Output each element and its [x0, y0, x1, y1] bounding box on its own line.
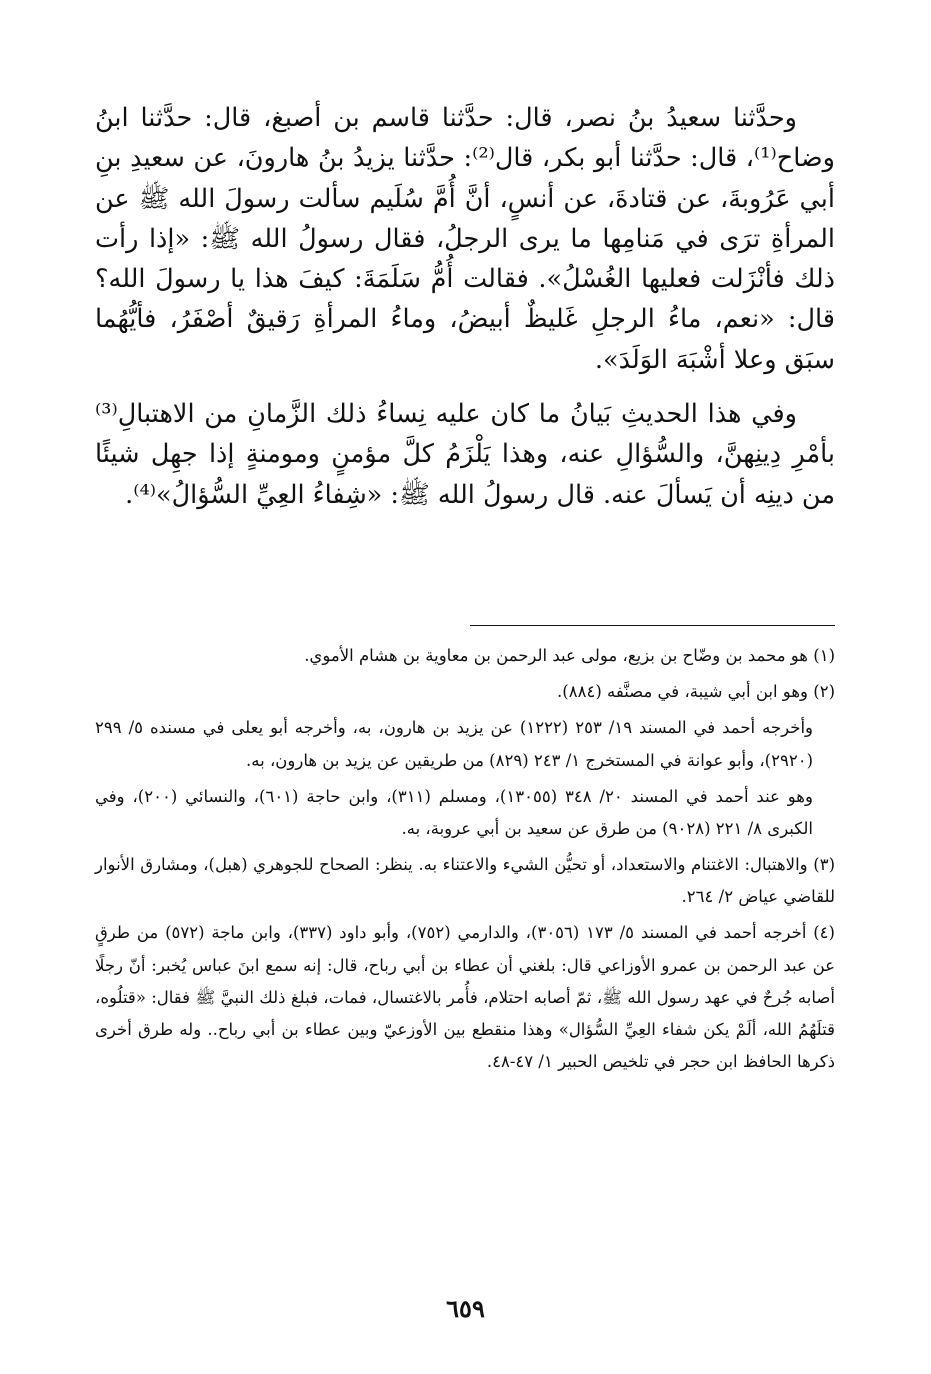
footnote-2: (٢) وهو ابن أبي شيبة، في مصنَّفه (٨٨٤). [557, 682, 835, 702]
paragraph-2: وفي هذا الحديثِ بَيانُ ما كان عليه نِساءُ ذلك الزَّمانِ من الاهتبالِ⁽³⁾ بأمْرِ دِينِهنَّ، والسُّؤالِ عنه، وهذا يَلْزَمُ كلَّ مؤمنٍ ومومنةٍ إذا جهِل شيئًا من دينِه أن يَسألَ عنه. قال رسولُ الله ﷺ: «شِفاءُ العِيِّ السُّؤالُ»⁽⁴⁾. [95, 398, 835, 510]
footnote-4: (٤) أخرجه أحمد في المسند ٥/ ١٧٣ (٣٠٥٦)، والدارمي (٧٥٢)، وأبو داود (٣٣٧)، وابن ماجة (٥٧٢) من طرقٍ عن عبد الرحمن بن عمرو الأوزاعي قال: بلغني أن عطاء بن أبي رباح، قال: إنه سمع ابنَ عباس يُخبر: أنّ رجلًا أصابه جُرحٌ في عهد رسول الله ﷺ، ثمّ أصابه احتلام، فأُمر بالاغتسال، فمات، فبلغ ذلك النبيَّ ﷺ فقال: «قتلُوه، قتلَهُمُ الله، ألَمْ يكن شفاء العِيِّ السُّؤال» وهذا منقطع بين الأوزعيّ وبين عطاء بن أبي رباح.. وله طرق أخرى ذكرها الحافظ ابن حجر في تلخيص الحبير ١/ ٤٧-٤٨. [95, 923, 835, 1072]
main-text-block [95, 98, 835, 515]
footnote-divider [470, 625, 835, 626]
footnote-2-detail-1: وأخرجه أحمد في المسند ١٩/ ٢٥٣ (١٢٢٢) عن يزيد بن هارون، به، وأخرجه أبو يعلى في مسنده ٥/ ٢٩٩ (٢٩٢٠)، وأبو عوانة في المستخرج ١/ ٢٤٣ (٨٢٩) من طريقين عن يزيد بن هارون، به. [95, 718, 813, 770]
footnotes [95, 640, 835, 1082]
footnote-1: (١) هو محمد بن وضّاح بن بزيع، مولى عبد الرحمن بن معاوية بن هشام الأموي. [304, 646, 835, 665]
page-number: ٦٥٩ [446, 1294, 485, 1323]
footnote-2-detail-2: وهو عند أحمد في المسند ٢٠/ ٣٤٨ (١٣٠٥٥)، ومسلم (٣١١)، وابن حاجة (٦٠١)، والنسائي (٢٠٠)، وفي الكبرى ٨/ ٢٢١ (٩٠٢٨) من طرق عن سعيد بن أبي عروبة، به. [95, 786, 813, 838]
paragraph-1: وحدَّثنا سعيدُ بنُ نصر، قال: حدَّثنا قاسم بن أصبغ، قال: حدَّثنا ابنُ وضاح⁽¹⁾، قال: حدَّثنا أبو بكر، قال⁽²⁾: حدَّثنا يزيدُ بنُ هارونَ، عن سعيدِ بنِ أبي عَرُوبةَ، عن قتادةَ، عن أنسٍ، أنَّ أُمَّ سُلَيم سألت رسولَ الله ﷺ عن المرأةِ ترَى في مَنامِها ما يرى الرجلُ، فقال رسولُ الله ﷺ: «إذا رأت ذلك فأنْزَلت فعليها الغُسْلُ». فقالت أُمُّ سَلَمَةَ: كيفَ هذا يا رسولَ الله؟ قال: «نعم، ماءُ الرجلِ غَليظٌ أبيضُ، وماءُ المرأةِ رَقيقٌ أصْفَرُ، فأيُّهُما سبَق وعلا أشْبَهَ الوَلَدَ». [95, 103, 835, 375]
footnote-3: (٣) والاهتبال: الاغتنام والاستعداد، أو تحيُّن الشيء والاعتناء به. ينظر: الصحاح للجوهري (هبل)، ومشارق الأنوار للقاضي عياض ٢/ ٢٦٤. [95, 855, 835, 907]
main-text [95, 98, 835, 515]
